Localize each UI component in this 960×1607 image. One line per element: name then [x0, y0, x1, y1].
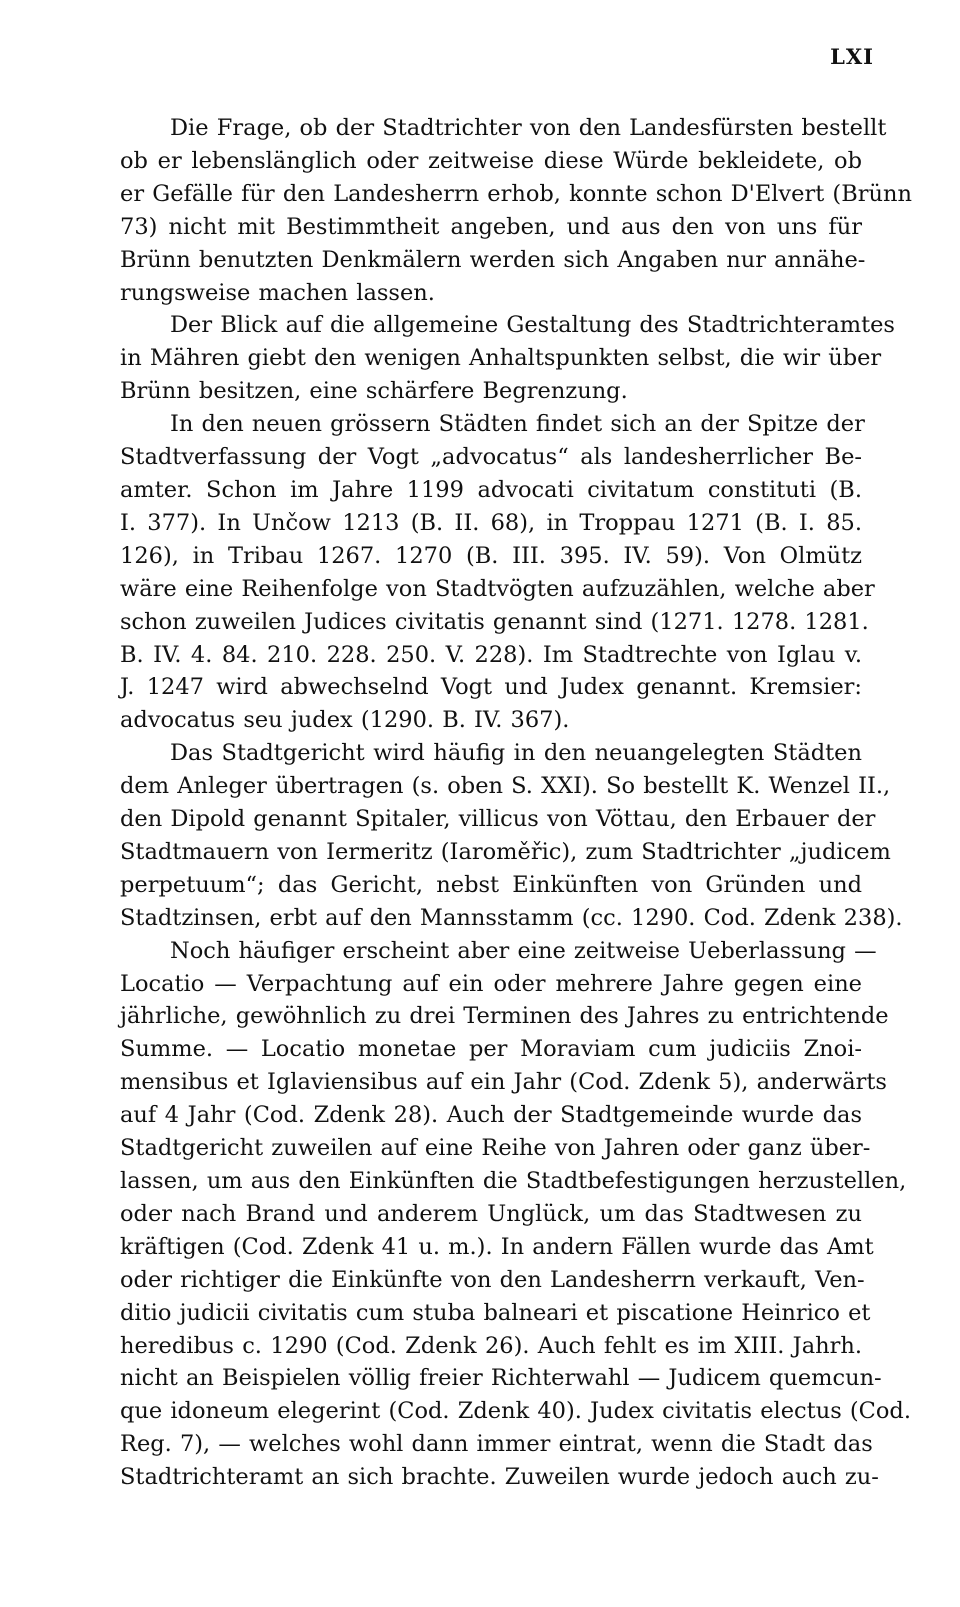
paragraph-1	[70, 112, 912, 309]
text-line: kräftigen (Cod. Zdenk 41 u. m.). In andern Fällen wurde das Amt	[120, 1233, 874, 1260]
text-line: I. 377). In Unčow 1213 (B. II. 68), in Troppau 1271 (B. I. 85.	[120, 509, 862, 536]
text-line: jährliche, gewöhnlich zu drei Terminen des Jahres zu entrichtende	[120, 1003, 889, 1030]
paragraph-5	[70, 935, 911, 1494]
text-line: 126), in Tribau 1267. 1270 (B. III. 395. IV. 59). Von Olmütz	[120, 542, 862, 569]
paragraph-4	[70, 737, 903, 934]
text-line: rungsweise machen lassen.	[120, 279, 435, 306]
text-line: nicht an Beispielen völlig freier Richterwahl — Judicem quemcun-	[120, 1365, 882, 1392]
text-line: heredibus c. 1290 (Cod. Zdenk 26). Auch fehlt es im XIII. Jahrh.	[120, 1332, 862, 1359]
text-line: Der Blick auf die allgemeine Gestaltung des Stadtrichteramtes	[170, 312, 895, 339]
text-line: J. 1247 wird abwechselnd Vogt und Judex genannt. Kremsier:	[120, 674, 862, 701]
text-line: amter. Schon im Jahre 1199 advocati civitatum constituti (B.	[120, 476, 862, 503]
text-line: dem Anleger übertragen (s. oben S. XXI). So bestellt K. Wenzel II.,	[120, 773, 891, 800]
text-line: in Mähren giebt den wenigen Anhaltspunkten selbst, die wir über	[120, 345, 882, 372]
text-line: Brünn benutzten Denkmälern werden sich Angaben nur annähe-	[120, 246, 866, 273]
text-line: Summe. — Locatio monetae per Moraviam cum judiciis Znoi-	[120, 1036, 862, 1063]
text-line: oder richtiger die Einkünfte von den Landesherrn verkauft, Ven-	[120, 1266, 865, 1293]
text-line: Reg. 7), — welches wohl dann immer eintrat, wenn die Stadt das	[120, 1431, 873, 1458]
text-line: In den neuen grössern Städten findet sich an der Spitze der	[170, 411, 865, 438]
text-line: B. IV. 4. 84. 210. 228. 250. V. 228). Im Stadtrechte von Iglau v.	[120, 641, 862, 668]
text-line: lassen, um aus den Einkünften die Stadtbefestigungen herzustellen,	[120, 1168, 907, 1194]
text-line: Stadtverfassung der Vogt „advocatus“ als landesherrlicher Be-	[120, 444, 862, 471]
text-line: wäre eine Reihenfolge von Stadtvögten aufzuzählen, welche aber	[120, 575, 875, 602]
text-line: Stadtzinsen, erbt auf den Mannsstamm (cc. 1290. Cod. Zdenk 238).	[120, 904, 903, 931]
text-line: Stadtgericht zuweilen auf eine Reihe von Jahren oder ganz über-	[120, 1135, 871, 1162]
text-line: auf 4 Jahr (Cod. Zdenk 28). Auch der Stadtgemeinde wurde das	[120, 1102, 862, 1129]
page-number: LXI	[830, 44, 874, 69]
text-line: perpetuum“; das Gericht, nebst Einkünften von Gründen und	[120, 871, 862, 898]
text-line: que idoneum elegerint (Cod. Zdenk 40). Judex civitatis electus (Cod.	[120, 1398, 911, 1425]
text-line: den Dipold genannt Spitaler, villicus von Vöttau, den Erbauer der	[120, 806, 876, 833]
text-line: er Gefälle für den Landesherrn erhob, konnte schon D'Elvert (Brünn	[120, 180, 912, 207]
text-line: Die Frage, ob der Stadtrichter von den Landesfürsten bestellt	[170, 115, 887, 141]
text-line: Stadtmauern von Iermeritz (Iaroměřic), zum Stadtrichter „judicem	[120, 838, 891, 865]
text-line: ditio judicii civitatis cum stuba balneari et piscatione Heinrico et	[120, 1299, 871, 1326]
body-text	[70, 112, 912, 1494]
paragraph-3	[70, 408, 875, 737]
text-line: Stadtrichteramt an sich brachte. Zuweilen wurde jedoch auch zu-	[120, 1464, 879, 1491]
text-line: Brünn besitzen, eine schärfere Begrenzung.	[120, 378, 628, 405]
text-line: Das Stadtgericht wird häufig in den neuangelegten Städten	[170, 740, 862, 767]
text-line: 73) nicht mit Bestimmtheit angeben, und aus den von uns für	[120, 213, 862, 240]
text-line: oder nach Brand und anderem Unglück, um das Stadtwesen zu	[120, 1200, 862, 1227]
text-line: ob er lebenslänglich oder zeitweise diese Würde bekleidete, ob	[120, 147, 862, 174]
text-line: Locatio — Verpachtung auf ein oder mehrere Jahre gegen eine	[120, 970, 862, 997]
paragraph-2	[70, 309, 895, 408]
text-line: Noch häufiger erscheint aber eine zeitweise Ueberlassung —	[170, 937, 877, 964]
text-line: advocatus seu judex (1290. B. IV. 367).	[120, 707, 570, 734]
text-line: mensibus et Iglaviensibus auf ein Jahr (Cod. Zdenk 5), anderwärts	[120, 1069, 887, 1096]
text-line: schon zuweilen Judices civitatis genannt sind (1271. 1278. 1281.	[120, 608, 869, 635]
